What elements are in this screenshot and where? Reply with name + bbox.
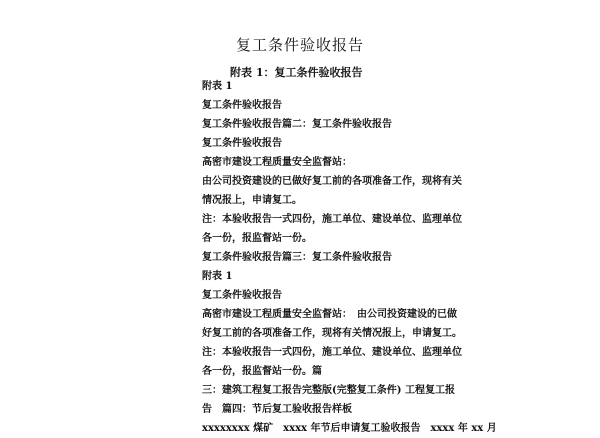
body-line: xxxxxxxx 煤矿 xxxx 年节后申请复工验收报告 xxxx 年 xx 月: [202, 423, 497, 434]
document-subtitle: 附表 1：复工条件验收报告: [230, 66, 363, 79]
body-line: 复工条件验收报告: [202, 100, 282, 111]
body-line: 各一份，报监督站一份。篇: [202, 366, 322, 377]
body-line: 复工条件验收报告篇二：复工条件验收报告: [202, 119, 392, 130]
body-line: 高密市建设工程质量安全监督站： 由公司投资建设的已做: [202, 309, 457, 320]
body-line: 各一份，报监督站一份。: [202, 233, 312, 244]
body-line: 注：本验收报告一式四份，施工单位、建设单位、监理单位: [202, 347, 462, 358]
body-line: 附表 1: [202, 81, 233, 92]
body-line: 高密市建设工程质量安全监督站：: [202, 157, 352, 168]
body-line: 告 篇四：节后复工验收报告样板: [202, 404, 352, 415]
body-line: 复工条件验收报告篇三：复工条件验收报告: [202, 252, 392, 263]
body-line: 三：建筑工程复工报告完整版(完整复工条件) 工程复工报: [202, 385, 455, 396]
body-line: 好复工前的各项准备工作，现将有关情况报上，申请复工。: [202, 328, 462, 339]
body-line: 复工条件验收报告: [202, 290, 282, 301]
body-line: 由公司投资建设的已做好复工前的各项准备工作，现将有关: [202, 176, 462, 187]
body-line: 情况报上，申请复工。: [202, 195, 302, 206]
body-line: 注：本验收报告一式四份，施工单位、建设单位、监理单位: [202, 214, 462, 225]
document-title: 复工条件验收报告: [235, 36, 364, 54]
body-line: 复工条件验收报告: [202, 138, 282, 149]
document-body: [202, 77, 497, 438]
body-line: 附表 1: [202, 271, 233, 282]
